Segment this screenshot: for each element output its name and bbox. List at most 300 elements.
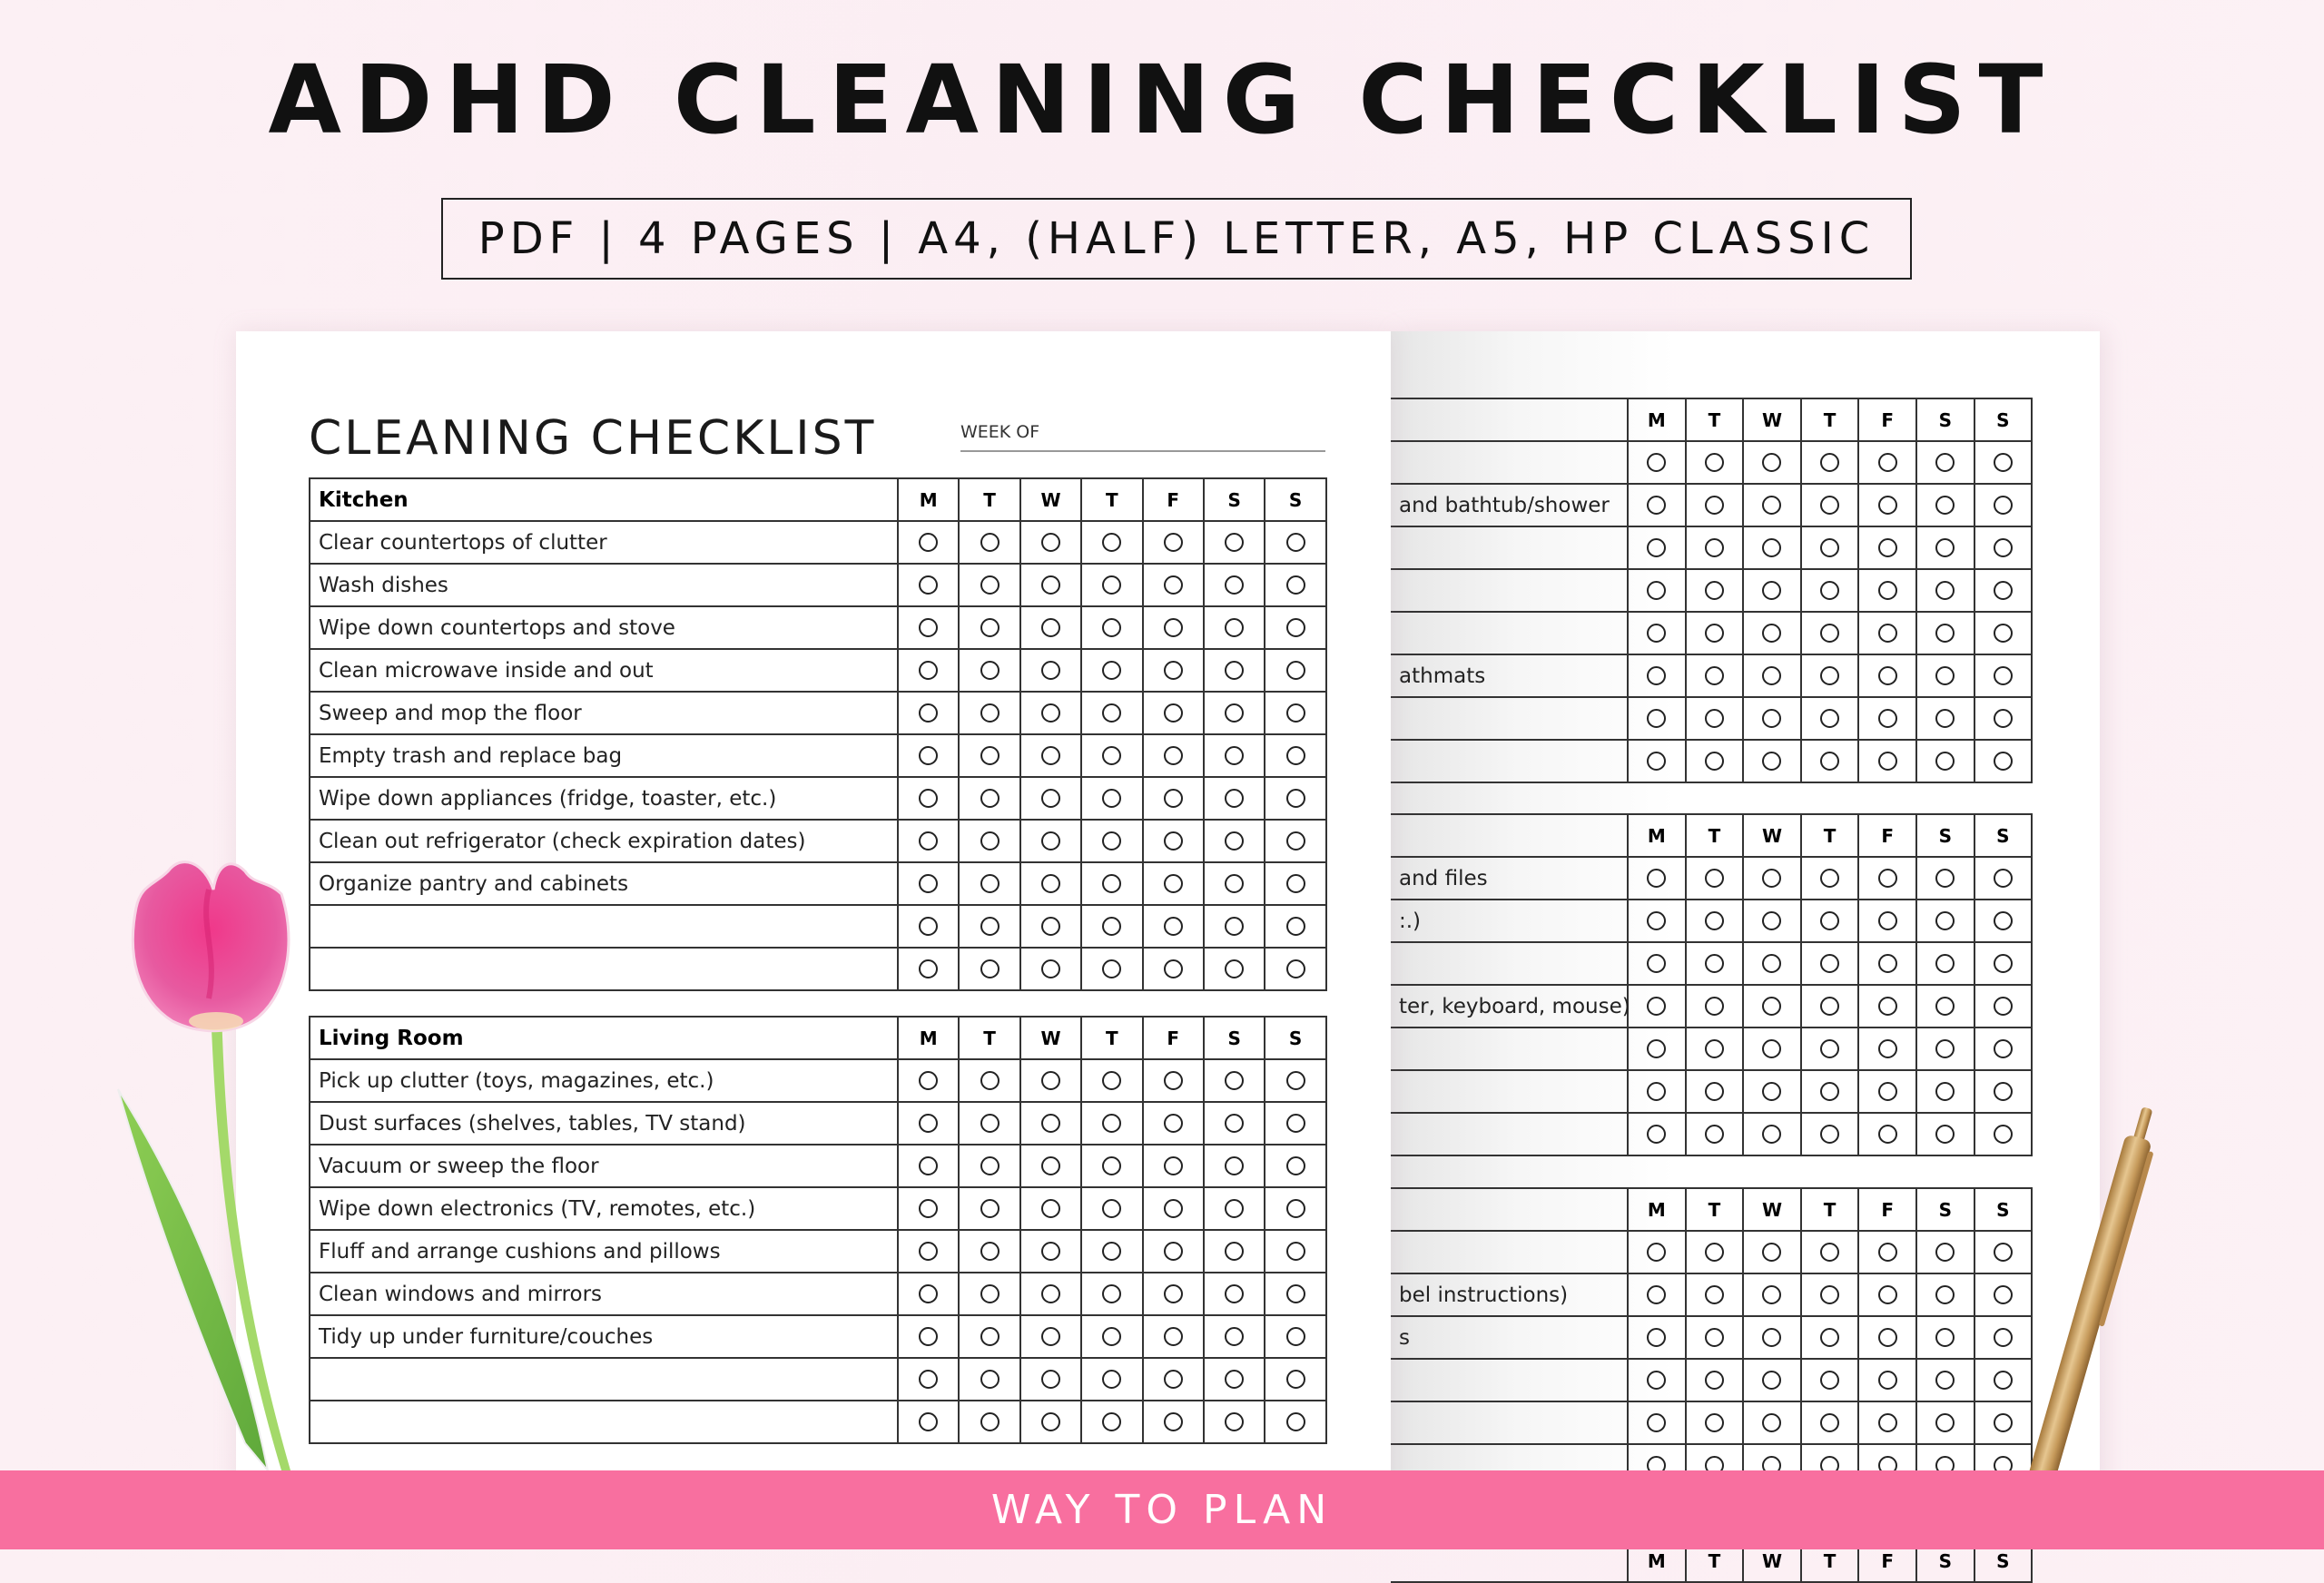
checkbox-circle-icon[interactable] (919, 1071, 938, 1090)
checkbox-circle-icon[interactable] (1820, 954, 1839, 973)
brand-name: WAY TO PLAN (990, 1487, 1334, 1533)
checkbox-circle-icon[interactable] (1286, 1071, 1305, 1090)
checkbox-circle-icon[interactable] (1994, 752, 2013, 771)
checkbox-circle-icon[interactable] (1225, 1412, 1244, 1431)
checkbox-circle-icon[interactable] (1705, 1413, 1724, 1432)
checkbox-circle-icon[interactable] (1225, 703, 1244, 723)
task-label: bel instructions) (1391, 1273, 1628, 1316)
week-of-field[interactable] (960, 422, 1325, 452)
checkbox-circle-icon[interactable] (1164, 661, 1183, 680)
task-label[interactable] (310, 905, 898, 948)
day-header: S (1204, 1017, 1265, 1059)
checkbox-circle-icon[interactable] (1935, 496, 1955, 515)
checkbox-circle-icon[interactable] (1225, 789, 1244, 808)
checkbox-circle-icon[interactable] (1647, 1285, 1666, 1304)
checkbox-circle-icon[interactable] (980, 618, 1000, 637)
checkbox-circle-icon[interactable] (919, 661, 938, 680)
checkbox-circle-icon[interactable] (1935, 709, 1955, 728)
checkbox-circle-icon[interactable] (1762, 453, 1781, 472)
checkbox-circle-icon[interactable] (1762, 624, 1781, 643)
checkbox-circle-icon[interactable] (1994, 709, 2013, 728)
checkbox-circle-icon[interactable] (1820, 1082, 1839, 1101)
checkbox-circle-icon[interactable] (1994, 1039, 2013, 1058)
checkbox-circle-icon[interactable] (1878, 752, 1897, 771)
checkbox-circle-icon[interactable] (1705, 1371, 1724, 1390)
section-title: Kitchen (310, 478, 898, 521)
checkbox-circle-icon[interactable] (1164, 746, 1183, 765)
checkbox-circle-icon[interactable] (1820, 1371, 1839, 1390)
day-cell (1686, 1401, 1744, 1444)
checkbox-circle-icon[interactable] (1762, 1082, 1781, 1101)
checkbox-circle-icon[interactable] (1286, 1412, 1305, 1431)
checkbox-circle-icon[interactable] (980, 1199, 1000, 1218)
checkbox-circle-icon[interactable] (1820, 1413, 1839, 1432)
checkbox-circle-icon[interactable] (1041, 1071, 1060, 1090)
checkbox-circle-icon[interactable] (1286, 917, 1305, 936)
checkbox-circle-icon[interactable] (1878, 1328, 1897, 1347)
table-row (310, 734, 1326, 777)
checkbox-circle-icon[interactable] (1705, 1328, 1724, 1347)
checkbox-circle-icon[interactable] (1225, 1199, 1244, 1218)
checkbox-circle-icon[interactable] (1225, 661, 1244, 680)
checkbox-circle-icon[interactable] (1102, 575, 1121, 595)
checkbox-circle-icon[interactable] (1164, 959, 1183, 978)
checkbox-circle-icon[interactable] (1647, 666, 1666, 685)
checkbox-circle-icon[interactable] (919, 746, 938, 765)
checkbox-circle-icon[interactable] (1705, 1039, 1724, 1058)
checkbox-circle-icon[interactable] (980, 575, 1000, 595)
checkbox-circle-icon[interactable] (1647, 1371, 1666, 1390)
checkbox-circle-icon[interactable] (1878, 869, 1897, 888)
checkbox-circle-icon[interactable] (1164, 1412, 1183, 1431)
checkbox-circle-icon[interactable] (1102, 1412, 1121, 1431)
checkbox-circle-icon[interactable] (1705, 997, 1724, 1016)
checkbox-circle-icon[interactable] (1102, 703, 1121, 723)
checkbox-circle-icon[interactable] (980, 1284, 1000, 1303)
checkbox-circle-icon[interactable] (919, 1199, 938, 1218)
checkbox-circle-icon[interactable] (1286, 874, 1305, 893)
checkbox-circle-icon[interactable] (1705, 911, 1724, 930)
checkbox-circle-icon[interactable] (1102, 746, 1121, 765)
checkbox-circle-icon[interactable] (1164, 618, 1183, 637)
checkbox-circle-icon[interactable] (1994, 666, 2013, 685)
checkbox-circle-icon[interactable] (1225, 1071, 1244, 1090)
checkbox-circle-icon[interactable] (1762, 1413, 1781, 1432)
checkbox-circle-icon[interactable] (1935, 954, 1955, 973)
checkbox-circle-icon[interactable] (980, 1242, 1000, 1261)
checkbox-circle-icon[interactable] (1164, 1156, 1183, 1175)
checkbox-circle-icon[interactable] (1041, 1412, 1060, 1431)
checkbox-circle-icon[interactable] (1225, 575, 1244, 595)
checkbox-circle-icon[interactable] (1935, 1039, 1955, 1058)
checkbox-circle-icon[interactable] (1164, 1370, 1183, 1389)
checkbox-circle-icon[interactable] (1041, 533, 1060, 552)
checkbox-circle-icon[interactable] (1041, 1327, 1060, 1346)
task-label[interactable] (310, 1358, 898, 1401)
checkbox-circle-icon[interactable] (1041, 661, 1060, 680)
checkbox-circle-icon[interactable] (1762, 1039, 1781, 1058)
checkbox-circle-icon[interactable] (1102, 1327, 1121, 1346)
checkbox-circle-icon[interactable] (1286, 661, 1305, 680)
checkbox-circle-icon[interactable] (1878, 709, 1897, 728)
checkbox-circle-icon[interactable] (1935, 581, 1955, 600)
checkbox-circle-icon[interactable] (1935, 1413, 1955, 1432)
checkbox-circle-icon[interactable] (1994, 869, 2013, 888)
checkbox-circle-icon[interactable] (1225, 746, 1244, 765)
checkbox-circle-icon[interactable] (1705, 954, 1724, 973)
checkbox-circle-icon[interactable] (1820, 581, 1839, 600)
checkbox-circle-icon[interactable] (1225, 831, 1244, 850)
checkbox-circle-icon[interactable] (1164, 1242, 1183, 1261)
checkbox-circle-icon[interactable] (1820, 911, 1839, 930)
checkbox-circle-icon[interactable] (1164, 789, 1183, 808)
checkbox-circle-icon[interactable] (919, 1284, 938, 1303)
checkbox-circle-icon[interactable] (1878, 453, 1897, 472)
checkbox-circle-icon[interactable] (1820, 624, 1839, 643)
checkbox-circle-icon[interactable] (1647, 752, 1666, 771)
checkbox-circle-icon[interactable] (1647, 1328, 1666, 1347)
checkbox-circle-icon[interactable] (1762, 496, 1781, 515)
checkbox-circle-icon[interactable] (1647, 1125, 1666, 1144)
day-header: S (1265, 478, 1325, 521)
day-cell (1143, 905, 1204, 948)
checkbox-circle-icon[interactable] (1820, 1243, 1839, 1262)
checkbox-circle-icon[interactable] (980, 703, 1000, 723)
checkbox-circle-icon[interactable] (919, 959, 938, 978)
checkbox-circle-icon[interactable] (1102, 661, 1121, 680)
checkbox-circle-icon[interactable] (1705, 624, 1724, 643)
checkbox-circle-icon[interactable] (1820, 538, 1839, 557)
day-cell (959, 649, 1019, 692)
checkbox-circle-icon[interactable] (1705, 453, 1724, 472)
checkbox-circle-icon[interactable] (1762, 1371, 1781, 1390)
checkbox-circle-icon[interactable] (1164, 1327, 1183, 1346)
checkbox-circle-icon[interactable] (1225, 1370, 1244, 1389)
checkbox-circle-icon[interactable] (1041, 575, 1060, 595)
checkbox-circle-icon[interactable] (1935, 1285, 1955, 1304)
checkbox-circle-icon[interactable] (1820, 869, 1839, 888)
day-cell (1628, 1027, 1686, 1070)
checkbox-circle-icon[interactable] (1041, 831, 1060, 850)
checkbox-circle-icon[interactable] (1935, 538, 1955, 557)
checkbox-circle-icon[interactable] (919, 1327, 938, 1346)
checkbox-circle-icon[interactable] (1935, 453, 1955, 472)
checkbox-circle-icon[interactable] (980, 1114, 1000, 1133)
checkbox-circle-icon[interactable] (1994, 954, 2013, 973)
checkbox-circle-icon[interactable] (1647, 624, 1666, 643)
checkbox-circle-icon[interactable] (1102, 959, 1121, 978)
checkbox-circle-icon[interactable] (980, 874, 1000, 893)
checkbox-circle-icon[interactable] (1994, 496, 2013, 515)
checkbox-circle-icon[interactable] (1225, 1114, 1244, 1133)
day-cell (1801, 1359, 1859, 1401)
checkbox-circle-icon[interactable] (1878, 997, 1897, 1016)
checkbox-circle-icon[interactable] (1878, 1082, 1897, 1101)
checkbox-circle-icon[interactable] (1878, 1243, 1897, 1262)
checkbox-circle-icon[interactable] (919, 831, 938, 850)
checkbox-circle-icon[interactable] (1762, 1328, 1781, 1347)
checkbox-circle-icon[interactable] (1878, 911, 1897, 930)
checkbox-circle-icon[interactable] (1820, 1125, 1839, 1144)
checkbox-circle-icon[interactable] (1647, 581, 1666, 600)
checkbox-circle-icon[interactable] (1286, 1242, 1305, 1261)
checkbox-circle-icon[interactable] (1225, 1242, 1244, 1261)
checkbox-circle-icon[interactable] (1286, 533, 1305, 552)
checkbox-circle-icon[interactable] (1935, 1243, 1955, 1262)
checkbox-circle-icon[interactable] (1647, 911, 1666, 930)
checkbox-circle-icon[interactable] (1164, 1284, 1183, 1303)
checkbox-circle-icon[interactable] (980, 1370, 1000, 1389)
checkbox-circle-icon[interactable] (1935, 1082, 1955, 1101)
day-cell (1204, 521, 1265, 564)
checkbox-circle-icon[interactable] (1994, 581, 2013, 600)
checkbox-circle-icon[interactable] (1647, 453, 1666, 472)
checkbox-circle-icon[interactable] (1762, 954, 1781, 973)
checkbox-circle-icon[interactable] (980, 917, 1000, 936)
checkbox-circle-icon[interactable] (1820, 453, 1839, 472)
checkbox-circle-icon[interactable] (1041, 1242, 1060, 1261)
checkbox-circle-icon[interactable] (1102, 874, 1121, 893)
checkbox-circle-icon[interactable] (919, 1242, 938, 1261)
checkbox-circle-icon[interactable] (1041, 874, 1060, 893)
checkbox-circle-icon[interactable] (1041, 1199, 1060, 1218)
checkbox-circle-icon[interactable] (1820, 666, 1839, 685)
checkbox-circle-icon[interactable] (1647, 869, 1666, 888)
checkbox-circle-icon[interactable] (1041, 1156, 1060, 1175)
checkbox-circle-icon[interactable] (1935, 752, 1955, 771)
checkbox-circle-icon[interactable] (1286, 1370, 1305, 1389)
checkbox-circle-icon[interactable] (1705, 752, 1724, 771)
checkbox-circle-icon[interactable] (1102, 1156, 1121, 1175)
checkbox-circle-icon[interactable] (919, 874, 938, 893)
checkbox-circle-icon[interactable] (1102, 1242, 1121, 1261)
checkbox-circle-icon[interactable] (1102, 1114, 1121, 1133)
checkbox-circle-icon[interactable] (1878, 666, 1897, 685)
checkbox-circle-icon[interactable] (1994, 911, 2013, 930)
day-cell (1628, 857, 1686, 900)
day-cell (1204, 862, 1265, 905)
task-label[interactable] (310, 1401, 898, 1443)
checkbox-circle-icon[interactable] (1878, 624, 1897, 643)
checkbox-circle-icon[interactable] (1164, 703, 1183, 723)
day-cell (1858, 1401, 1916, 1444)
checkbox-circle-icon[interactable] (1164, 1071, 1183, 1090)
day-cell (1020, 948, 1081, 990)
task-label (1391, 1401, 1628, 1444)
checkbox-circle-icon[interactable] (1225, 618, 1244, 637)
checkbox-circle-icon[interactable] (1762, 911, 1781, 930)
checkbox-circle-icon[interactable] (1647, 1082, 1666, 1101)
checkbox-circle-icon[interactable] (1102, 1370, 1121, 1389)
checkbox-circle-icon[interactable] (1705, 581, 1724, 600)
checkbox-circle-icon[interactable] (1994, 624, 2013, 643)
checkbox-circle-icon[interactable] (1102, 1284, 1121, 1303)
checkbox-circle-icon[interactable] (919, 1156, 938, 1175)
checkbox-circle-icon[interactable] (1705, 709, 1724, 728)
checkbox-circle-icon[interactable] (1762, 997, 1781, 1016)
checkbox-circle-icon[interactable] (1935, 911, 1955, 930)
checkbox-circle-icon[interactable] (1286, 1284, 1305, 1303)
checkbox-circle-icon[interactable] (919, 533, 938, 552)
checkbox-circle-icon[interactable] (1878, 1125, 1897, 1144)
checkbox-circle-icon[interactable] (1820, 1328, 1839, 1347)
checkbox-circle-icon[interactable] (980, 1412, 1000, 1431)
checkbox-circle-icon[interactable] (1164, 917, 1183, 936)
checkbox-circle-icon[interactable] (980, 831, 1000, 850)
checkbox-circle-icon[interactable] (1935, 1125, 1955, 1144)
checkbox-circle-icon[interactable] (1994, 997, 2013, 1016)
checkbox-circle-icon[interactable] (980, 1327, 1000, 1346)
checkbox-circle-icon[interactable] (1935, 997, 1955, 1016)
checkbox-circle-icon[interactable] (1041, 1370, 1060, 1389)
checkbox-circle-icon[interactable] (1647, 954, 1666, 973)
day-cell (1743, 1273, 1801, 1316)
checkbox-circle-icon[interactable] (1647, 538, 1666, 557)
checkbox-circle-icon[interactable] (1286, 831, 1305, 850)
checkbox-circle-icon[interactable] (1935, 666, 1955, 685)
checkbox-circle-icon[interactable] (1041, 1284, 1060, 1303)
checkbox-circle-icon[interactable] (1705, 869, 1724, 888)
checkbox-circle-icon[interactable] (1762, 752, 1781, 771)
checkbox-circle-icon[interactable] (1762, 1243, 1781, 1262)
checkbox-circle-icon[interactable] (1878, 954, 1897, 973)
task-label: Wipe down countertops and stove (310, 606, 898, 649)
checkbox-circle-icon[interactable] (1762, 666, 1781, 685)
checkbox-circle-icon[interactable] (919, 618, 938, 637)
checkbox-circle-icon[interactable] (1225, 874, 1244, 893)
checkbox-circle-icon[interactable] (980, 1071, 1000, 1090)
checkbox-circle-icon[interactable] (980, 959, 1000, 978)
checkbox-circle-icon[interactable] (1041, 917, 1060, 936)
checkbox-circle-icon[interactable] (1820, 496, 1839, 515)
checkbox-circle-icon[interactable] (1647, 709, 1666, 728)
checkbox-circle-icon[interactable] (1225, 533, 1244, 552)
day-cell (1020, 1145, 1081, 1187)
checkbox-circle-icon[interactable] (980, 533, 1000, 552)
checkbox-circle-icon[interactable] (919, 703, 938, 723)
checkbox-circle-icon[interactable] (1878, 1285, 1897, 1304)
checkbox-circle-icon[interactable] (1935, 869, 1955, 888)
task-label[interactable] (310, 948, 898, 990)
checkbox-circle-icon[interactable] (1041, 789, 1060, 808)
checkbox-circle-icon[interactable] (1102, 789, 1121, 808)
checkbox-circle-icon[interactable] (1705, 496, 1724, 515)
day-cell (1265, 862, 1325, 905)
checkbox-circle-icon[interactable] (980, 746, 1000, 765)
checkbox-circle-icon[interactable] (1225, 959, 1244, 978)
checkbox-circle-icon[interactable] (1878, 496, 1897, 515)
checkbox-circle-icon[interactable] (1994, 453, 2013, 472)
checkbox-circle-icon[interactable] (1647, 997, 1666, 1016)
checkbox-circle-icon[interactable] (1705, 1125, 1724, 1144)
checkbox-circle-icon[interactable] (1041, 746, 1060, 765)
checkbox-circle-icon[interactable] (1102, 917, 1121, 936)
checkbox-circle-icon[interactable] (1164, 1114, 1183, 1133)
checkbox-circle-icon[interactable] (1164, 533, 1183, 552)
checkbox-circle-icon[interactable] (1647, 1413, 1666, 1432)
checkbox-circle-icon[interactable] (1102, 831, 1121, 850)
checkbox-circle-icon[interactable] (1041, 618, 1060, 637)
checkbox-circle-icon[interactable] (1820, 997, 1839, 1016)
checkbox-circle-icon[interactable] (1878, 1371, 1897, 1390)
checkbox-circle-icon[interactable] (1820, 709, 1839, 728)
checkbox-circle-icon[interactable] (1820, 1039, 1839, 1058)
checkbox-circle-icon[interactable] (1164, 874, 1183, 893)
checkbox-circle-icon[interactable] (1647, 1243, 1666, 1262)
checkbox-circle-icon[interactable] (1762, 1285, 1781, 1304)
checkbox-circle-icon[interactable] (1041, 959, 1060, 978)
checkbox-circle-icon[interactable] (1286, 703, 1305, 723)
checkbox-circle-icon[interactable] (1647, 496, 1666, 515)
checkbox-circle-icon[interactable] (1878, 538, 1897, 557)
checkbox-circle-icon[interactable] (1102, 618, 1121, 637)
checkbox-circle-icon[interactable] (1102, 1199, 1121, 1218)
checkbox-circle-icon[interactable] (1647, 1039, 1666, 1058)
checkbox-circle-icon[interactable] (1225, 1327, 1244, 1346)
checkbox-circle-icon[interactable] (1762, 1125, 1781, 1144)
checkbox-circle-icon[interactable] (1935, 1328, 1955, 1347)
checkbox-circle-icon[interactable] (1705, 666, 1724, 685)
checkbox-circle-icon[interactable] (1286, 618, 1305, 637)
checkbox-circle-icon[interactable] (980, 1156, 1000, 1175)
checkbox-circle-icon[interactable] (1286, 789, 1305, 808)
day-cell (898, 1230, 959, 1273)
checkbox-circle-icon[interactable] (919, 789, 938, 808)
checkbox-circle-icon[interactable] (1102, 533, 1121, 552)
checkbox-circle-icon[interactable] (1225, 1156, 1244, 1175)
checkbox-circle-icon[interactable] (1762, 538, 1781, 557)
checkbox-circle-icon[interactable] (1705, 538, 1724, 557)
checkbox-circle-icon[interactable] (1041, 703, 1060, 723)
checkbox-circle-icon[interactable] (919, 1114, 938, 1133)
checkbox-circle-icon[interactable] (1705, 1243, 1724, 1262)
checkbox-circle-icon[interactable] (1286, 1114, 1305, 1133)
checkbox-circle-icon[interactable] (1286, 746, 1305, 765)
checkbox-circle-icon[interactable] (1164, 831, 1183, 850)
checkbox-circle-icon[interactable] (919, 1370, 938, 1389)
checkbox-circle-icon[interactable] (1102, 1071, 1121, 1090)
checkbox-circle-icon[interactable] (1994, 538, 2013, 557)
checkbox-circle-icon[interactable] (1225, 917, 1244, 936)
checkbox-circle-icon[interactable] (1164, 1199, 1183, 1218)
checkbox-circle-icon[interactable] (1762, 581, 1781, 600)
checkbox-circle-icon[interactable] (980, 789, 1000, 808)
checkbox-circle-icon[interactable] (1820, 752, 1839, 771)
checkbox-circle-icon[interactable] (1878, 1039, 1897, 1058)
checkbox-circle-icon[interactable] (1878, 1413, 1897, 1432)
checkbox-circle-icon[interactable] (1286, 1199, 1305, 1218)
checkbox-circle-icon[interactable] (1762, 869, 1781, 888)
checkbox-circle-icon[interactable] (1762, 709, 1781, 728)
checkbox-circle-icon[interactable] (1935, 1371, 1955, 1390)
checkbox-circle-icon[interactable] (1286, 575, 1305, 595)
checkbox-circle-icon[interactable] (1705, 1082, 1724, 1101)
checkbox-circle-icon[interactable] (1935, 624, 1955, 643)
checkbox-circle-icon[interactable] (1041, 1114, 1060, 1133)
checkbox-circle-icon[interactable] (1820, 1285, 1839, 1304)
checkbox-circle-icon[interactable] (1286, 1327, 1305, 1346)
checkbox-circle-icon[interactable] (919, 1412, 938, 1431)
checkbox-circle-icon[interactable] (919, 575, 938, 595)
checkbox-circle-icon[interactable] (919, 917, 938, 936)
checkbox-circle-icon[interactable] (1164, 575, 1183, 595)
checkbox-circle-icon[interactable] (1225, 1284, 1244, 1303)
checkbox-circle-icon[interactable] (1286, 959, 1305, 978)
checkbox-circle-icon[interactable] (1286, 1156, 1305, 1175)
checkbox-circle-icon[interactable] (980, 661, 1000, 680)
checkbox-circle-icon[interactable] (1705, 1285, 1724, 1304)
checkbox-circle-icon[interactable] (1878, 581, 1897, 600)
